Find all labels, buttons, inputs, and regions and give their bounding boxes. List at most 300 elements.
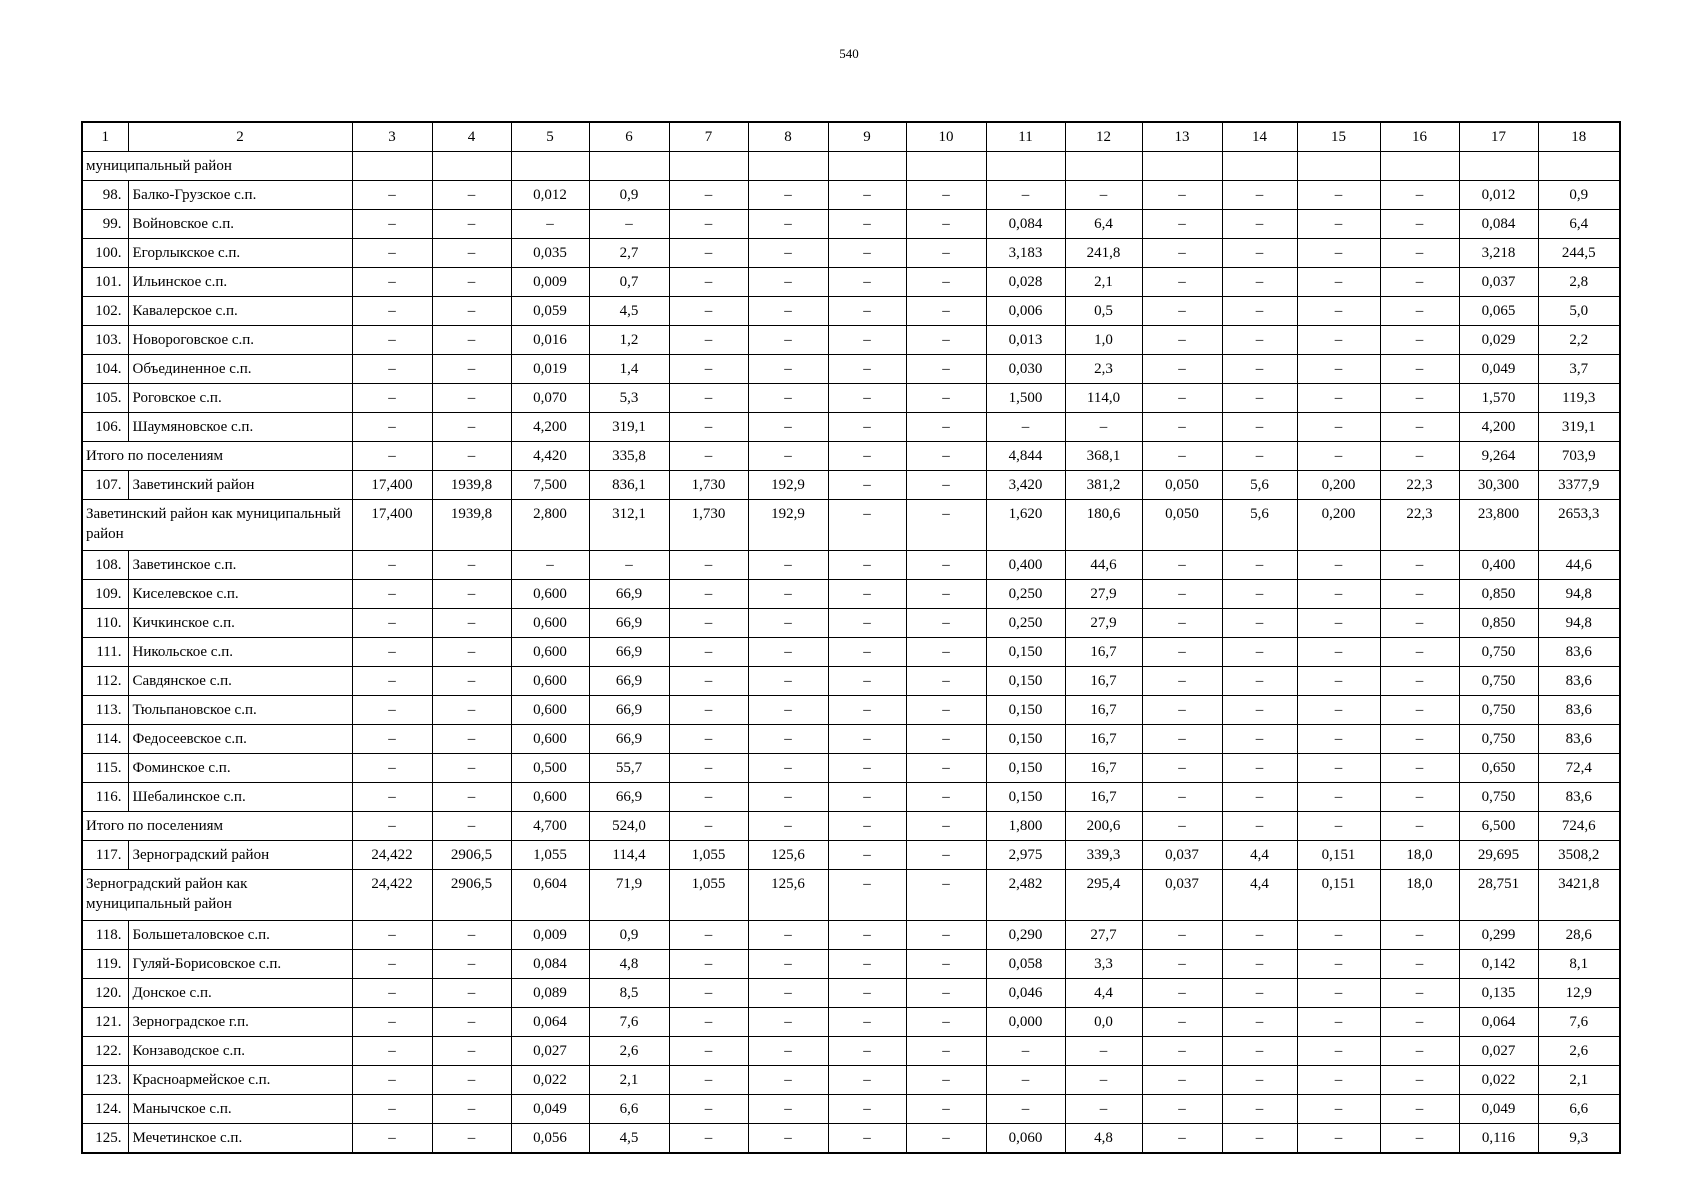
value-cell: – (1222, 783, 1297, 812)
value-cell: – (1297, 297, 1380, 326)
value-cell: 16,7 (1065, 783, 1142, 812)
value-cell: – (432, 921, 511, 950)
table-row (82, 725, 1620, 754)
value-cell: – (1222, 609, 1297, 638)
value-cell: – (1222, 326, 1297, 355)
value-cell: – (906, 471, 986, 500)
value-cell: 0,089 (511, 979, 589, 1008)
value-cell: – (906, 783, 986, 812)
value-cell: 2906,5 (432, 841, 511, 870)
value-cell: 2653,3 (1538, 500, 1620, 551)
value-cell: – (1142, 754, 1222, 783)
row-name: Манычское с.п. (128, 1095, 352, 1124)
value-cell: 0,012 (1459, 181, 1538, 210)
value-cell: 1,570 (1459, 384, 1538, 413)
table-row (82, 783, 1620, 812)
value-cell: 1939,8 (432, 500, 511, 551)
row-name: Заветинский район (128, 471, 352, 500)
value-cell: 0,200 (1297, 500, 1380, 551)
value-cell: 3,183 (986, 239, 1065, 268)
data-table (81, 121, 1621, 1154)
value-cell: 66,9 (589, 725, 669, 754)
value-cell: 2,8 (1538, 268, 1620, 297)
value-cell: 319,1 (589, 413, 669, 442)
value-cell: – (1297, 181, 1380, 210)
value-cell: – (906, 500, 986, 551)
value-cell: – (669, 268, 748, 297)
value-cell: – (1380, 696, 1459, 725)
value-cell: – (1142, 442, 1222, 471)
value-cell: 0,150 (986, 696, 1065, 725)
row-name: Кавалерское с.п. (128, 297, 352, 326)
value-cell: – (1297, 384, 1380, 413)
row-name: Кичкинское с.п. (128, 609, 352, 638)
header-cell: 2 (128, 122, 352, 152)
row-number: 118. (82, 921, 128, 950)
value-cell: – (669, 950, 748, 979)
value-cell: 1,0 (1065, 326, 1142, 355)
value-cell: 2,6 (1538, 1037, 1620, 1066)
value-cell: – (828, 950, 906, 979)
value-cell: – (906, 297, 986, 326)
row-name: Ильинское с.п. (128, 268, 352, 297)
value-cell: – (828, 725, 906, 754)
value-cell: 6,4 (1065, 210, 1142, 239)
value-cell: – (1142, 1037, 1222, 1066)
value-cell: 2906,5 (432, 870, 511, 921)
value-cell: – (432, 1124, 511, 1154)
value-cell: – (828, 239, 906, 268)
value-cell: – (828, 210, 906, 239)
value-cell: – (352, 1008, 432, 1037)
value-cell: 0,006 (986, 297, 1065, 326)
value-cell: 381,2 (1065, 471, 1142, 500)
value-cell: – (828, 979, 906, 1008)
value-cell: – (748, 921, 828, 950)
value-cell: – (1297, 355, 1380, 384)
value-cell: – (1142, 210, 1222, 239)
value-cell: 6,6 (1538, 1095, 1620, 1124)
value-cell: 22,3 (1380, 500, 1459, 551)
table-row (82, 979, 1620, 1008)
value-cell: – (828, 609, 906, 638)
value-cell: – (432, 812, 511, 841)
value-cell: – (906, 812, 986, 841)
header-cell: 9 (828, 122, 906, 152)
value-cell: – (1222, 1008, 1297, 1037)
value-cell: 0,150 (986, 754, 1065, 783)
value-cell: – (1222, 551, 1297, 580)
value-cell: – (906, 725, 986, 754)
value-cell: 0,060 (986, 1124, 1065, 1154)
value-cell: – (352, 754, 432, 783)
value-cell: 0,064 (1459, 1008, 1538, 1037)
value-cell: – (352, 551, 432, 580)
row-name: Объединенное с.п. (128, 355, 352, 384)
value-cell: – (986, 1066, 1065, 1095)
value-cell: – (352, 725, 432, 754)
value-cell: 83,6 (1538, 725, 1620, 754)
value-cell: – (1297, 442, 1380, 471)
value-cell: – (352, 297, 432, 326)
value-cell: 0,9 (589, 181, 669, 210)
value-cell: 0,9 (589, 921, 669, 950)
value-cell: – (432, 783, 511, 812)
value-cell: 66,9 (589, 783, 669, 812)
value-cell: 4,200 (511, 413, 589, 442)
row-label: Итого по поселениям (82, 812, 352, 841)
value-cell: – (1222, 812, 1297, 841)
value-cell: 1,500 (986, 384, 1065, 413)
value-cell: 66,9 (589, 638, 669, 667)
value-cell: 71,9 (589, 870, 669, 921)
row-number: 108. (82, 551, 128, 580)
value-cell: – (828, 384, 906, 413)
value-cell: 2,2 (1538, 326, 1620, 355)
value-cell: – (1380, 812, 1459, 841)
value-cell: – (748, 979, 828, 1008)
value-cell: – (1065, 413, 1142, 442)
value-cell: – (352, 638, 432, 667)
value-cell: 0,400 (986, 551, 1065, 580)
value-cell: 94,8 (1538, 609, 1620, 638)
value-cell: 4,4 (1222, 870, 1297, 921)
value-cell: – (1380, 326, 1459, 355)
value-cell: 4,5 (589, 297, 669, 326)
value-cell: – (748, 239, 828, 268)
value-cell: 0,049 (1459, 355, 1538, 384)
value-cell: 0,200 (1297, 471, 1380, 500)
table-row (82, 921, 1620, 950)
value-cell: – (906, 580, 986, 609)
header-cell: 7 (669, 122, 748, 152)
value-cell: – (669, 326, 748, 355)
value-cell: – (748, 210, 828, 239)
value-cell: – (1142, 783, 1222, 812)
value-cell: – (669, 783, 748, 812)
value-cell: 44,6 (1538, 551, 1620, 580)
value-cell: 4,4 (1065, 979, 1142, 1008)
row-name: Зерноградский район (128, 841, 352, 870)
value-cell: – (669, 1037, 748, 1066)
value-cell: 0,037 (1142, 841, 1222, 870)
value-cell: 0,600 (511, 638, 589, 667)
header-cell: 5 (511, 122, 589, 152)
value-cell: – (1380, 580, 1459, 609)
value-cell: 0,013 (986, 326, 1065, 355)
value-cell: – (828, 841, 906, 870)
value-cell: 29,695 (1459, 841, 1538, 870)
value-cell: – (589, 210, 669, 239)
value-cell: – (432, 754, 511, 783)
value-cell: – (1222, 442, 1297, 471)
value-cell: – (1380, 1066, 1459, 1095)
value-cell: 27,9 (1065, 580, 1142, 609)
value-cell: – (669, 1124, 748, 1154)
header-cell: 13 (1142, 122, 1222, 152)
value-cell: – (1297, 580, 1380, 609)
value-cell: – (1380, 979, 1459, 1008)
value-cell: – (986, 181, 1065, 210)
value-cell: – (352, 609, 432, 638)
value-cell: – (1380, 950, 1459, 979)
row-number: 112. (82, 667, 128, 696)
value-cell: – (669, 696, 748, 725)
value-cell: – (352, 268, 432, 297)
value-cell: 16,7 (1065, 725, 1142, 754)
value-cell: – (1142, 979, 1222, 1008)
row-number: 113. (82, 696, 128, 725)
value-cell: – (986, 1037, 1065, 1066)
value-cell: 8,5 (589, 979, 669, 1008)
value-cell: – (1222, 696, 1297, 725)
value-cell: 119,3 (1538, 384, 1620, 413)
value-cell: – (669, 638, 748, 667)
value-cell: – (906, 1008, 986, 1037)
value-cell: – (906, 413, 986, 442)
row-number: 99. (82, 210, 128, 239)
value-cell: – (748, 355, 828, 384)
header-cell: 11 (986, 122, 1065, 152)
value-cell: – (1142, 181, 1222, 210)
value-cell: – (828, 812, 906, 841)
value-cell: 0,600 (511, 580, 589, 609)
value-cell: – (1380, 268, 1459, 297)
row-number: 107. (82, 471, 128, 500)
value-cell: – (1142, 355, 1222, 384)
value-cell: 66,9 (589, 609, 669, 638)
value-cell: – (669, 921, 748, 950)
value-cell: – (828, 870, 906, 921)
value-cell: – (1222, 1066, 1297, 1095)
value-cell: 1,620 (986, 500, 1065, 551)
header-cell: 16 (1380, 122, 1459, 152)
value-cell: – (1222, 355, 1297, 384)
value-cell: 0,750 (1459, 783, 1538, 812)
value-cell (1142, 152, 1222, 181)
value-cell: 0,012 (511, 181, 589, 210)
value-cell: 0,600 (511, 725, 589, 754)
value-cell: 335,8 (589, 442, 669, 471)
value-cell: – (511, 210, 589, 239)
value-cell: 2,1 (1538, 1066, 1620, 1095)
value-cell: 0,019 (511, 355, 589, 384)
value-cell: 0,250 (986, 580, 1065, 609)
value-cell: – (748, 783, 828, 812)
value-cell: 0,050 (1142, 471, 1222, 500)
value-cell: – (352, 355, 432, 384)
value-cell: 1,4 (589, 355, 669, 384)
value-cell: 0,027 (511, 1037, 589, 1066)
value-cell: 72,4 (1538, 754, 1620, 783)
value-cell: – (352, 921, 432, 950)
row-name: Красноармейское с.п. (128, 1066, 352, 1095)
value-cell: 24,422 (352, 870, 432, 921)
table-row (82, 152, 1620, 181)
value-cell: – (748, 384, 828, 413)
value-cell: 0,030 (986, 355, 1065, 384)
value-cell: 17,400 (352, 471, 432, 500)
value-cell: – (906, 1066, 986, 1095)
value-cell: – (1142, 725, 1222, 754)
value-cell (1222, 152, 1297, 181)
value-cell: – (1297, 812, 1380, 841)
row-name: Заветинское с.п. (128, 551, 352, 580)
value-cell: – (828, 355, 906, 384)
value-cell: – (828, 442, 906, 471)
value-cell: – (1297, 239, 1380, 268)
value-cell: – (1380, 181, 1459, 210)
value-cell: 0,750 (1459, 667, 1538, 696)
value-cell: – (669, 1095, 748, 1124)
value-cell: – (352, 1124, 432, 1154)
row-name: Тюльпановское с.п. (128, 696, 352, 725)
value-cell: – (1297, 1066, 1380, 1095)
value-cell: – (828, 1066, 906, 1095)
value-cell: 0,299 (1459, 921, 1538, 950)
value-cell: 0,600 (511, 783, 589, 812)
value-cell: 5,0 (1538, 297, 1620, 326)
value-cell: – (1380, 551, 1459, 580)
value-cell: – (906, 181, 986, 210)
value-cell: – (1222, 181, 1297, 210)
value-cell: – (1065, 181, 1142, 210)
row-name: Большеталовское с.п. (128, 921, 352, 950)
table-row (82, 442, 1620, 471)
value-cell: 339,3 (1065, 841, 1142, 870)
value-cell: – (748, 551, 828, 580)
value-cell: 23,800 (1459, 500, 1538, 551)
row-number: 111. (82, 638, 128, 667)
value-cell: – (1297, 1124, 1380, 1154)
value-cell: – (906, 268, 986, 297)
table-row (82, 413, 1620, 442)
value-cell: 0,150 (986, 667, 1065, 696)
value-cell: 3377,9 (1538, 471, 1620, 500)
value-cell: – (828, 580, 906, 609)
value-cell: 0,022 (511, 1066, 589, 1095)
value-cell: 0,9 (1538, 181, 1620, 210)
value-cell: 0,135 (1459, 979, 1538, 1008)
value-cell: – (511, 551, 589, 580)
row-number: 98. (82, 181, 128, 210)
row-number: 121. (82, 1008, 128, 1037)
row-name: Балко-Грузское с.п. (128, 181, 352, 210)
value-cell: – (1222, 979, 1297, 1008)
value-cell: – (748, 812, 828, 841)
value-cell: 0,604 (511, 870, 589, 921)
value-cell: – (1297, 1095, 1380, 1124)
value-cell: – (828, 297, 906, 326)
row-name: Киселевское с.п. (128, 580, 352, 609)
value-cell: – (1142, 609, 1222, 638)
table-row (82, 950, 1620, 979)
value-cell: 0,056 (511, 1124, 589, 1154)
value-cell: 0,049 (1459, 1095, 1538, 1124)
value-cell: – (1380, 921, 1459, 950)
value-cell: 2,3 (1065, 355, 1142, 384)
value-cell: – (432, 725, 511, 754)
value-cell: – (748, 326, 828, 355)
value-cell: – (828, 921, 906, 950)
row-name: Шебалинское с.п. (128, 783, 352, 812)
value-cell: 1,055 (669, 870, 748, 921)
value-cell: 0,142 (1459, 950, 1538, 979)
value-cell: – (906, 870, 986, 921)
table-row (82, 1066, 1620, 1095)
value-cell: – (669, 667, 748, 696)
value-cell: – (669, 181, 748, 210)
value-cell (748, 152, 828, 181)
value-cell: – (1222, 950, 1297, 979)
value-cell: – (748, 580, 828, 609)
value-cell (1380, 152, 1459, 181)
value-cell: – (1142, 413, 1222, 442)
row-name: Зерноградское г.п. (128, 1008, 352, 1037)
value-cell: 0,084 (1459, 210, 1538, 239)
value-cell: 0,0 (1065, 1008, 1142, 1037)
table-row (82, 609, 1620, 638)
value-cell: 2,800 (511, 500, 589, 551)
value-cell: 0,150 (986, 783, 1065, 812)
value-cell: 0,750 (1459, 638, 1538, 667)
value-cell: – (432, 442, 511, 471)
value-cell: 83,6 (1538, 667, 1620, 696)
value-cell: – (432, 239, 511, 268)
value-cell: 241,8 (1065, 239, 1142, 268)
value-cell: 0,084 (511, 950, 589, 979)
value-cell: – (748, 609, 828, 638)
value-cell: – (1222, 638, 1297, 667)
value-cell: – (1142, 696, 1222, 725)
value-cell: – (748, 667, 828, 696)
value-cell: 18,0 (1380, 841, 1459, 870)
value-cell: – (432, 210, 511, 239)
value-cell: 724,6 (1538, 812, 1620, 841)
value-cell: – (1142, 326, 1222, 355)
value-cell: 244,5 (1538, 239, 1620, 268)
value-cell: – (1297, 667, 1380, 696)
value-cell: 1,055 (511, 841, 589, 870)
value-cell: 16,7 (1065, 754, 1142, 783)
value-cell: 0,850 (1459, 609, 1538, 638)
row-name: Донское с.п. (128, 979, 352, 1008)
value-cell: 312,1 (589, 500, 669, 551)
value-cell: 7,6 (589, 1008, 669, 1037)
value-cell: – (669, 1008, 748, 1037)
table-row (82, 638, 1620, 667)
value-cell: – (828, 638, 906, 667)
table-row (82, 580, 1620, 609)
header-cell: 12 (1065, 122, 1142, 152)
value-cell: 0,059 (511, 297, 589, 326)
value-cell: – (1297, 725, 1380, 754)
value-cell: 3,420 (986, 471, 1065, 500)
value-cell: 0,028 (986, 268, 1065, 297)
value-cell: 0,065 (1459, 297, 1538, 326)
value-cell: – (906, 609, 986, 638)
row-number: 106. (82, 413, 128, 442)
value-cell (1538, 152, 1620, 181)
value-cell: – (352, 1066, 432, 1095)
row-name: Федосеевское с.п. (128, 725, 352, 754)
value-cell (589, 152, 669, 181)
value-cell: 0,850 (1459, 580, 1538, 609)
value-cell: 4,8 (589, 950, 669, 979)
value-cell: – (1380, 1124, 1459, 1154)
value-cell: – (906, 667, 986, 696)
value-cell: – (669, 413, 748, 442)
